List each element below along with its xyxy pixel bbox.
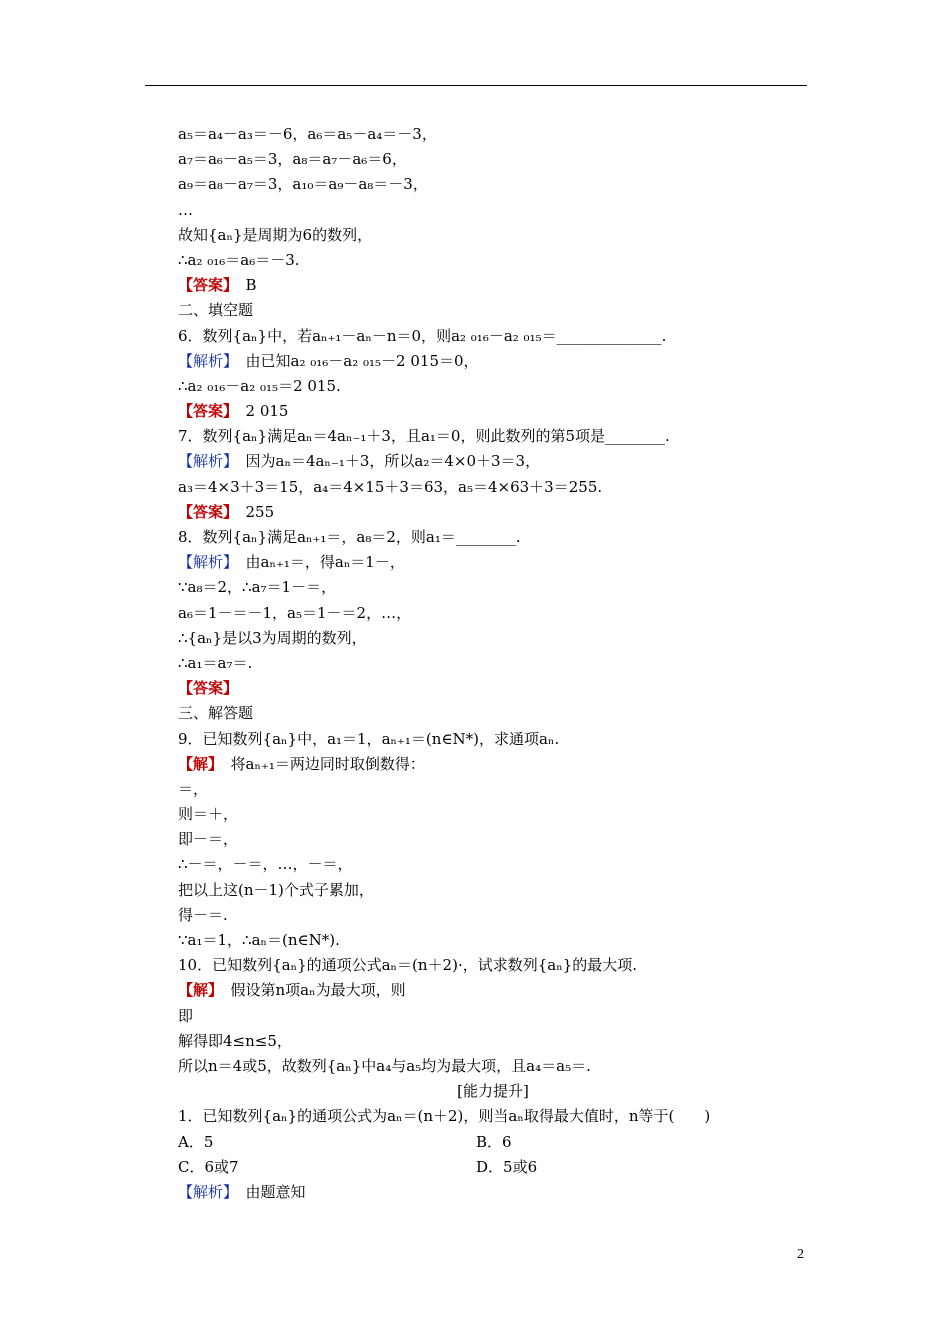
line-text: ∴{aₙ}是以3为周期的数列， [178, 628, 367, 647]
text-line [178, 550, 808, 575]
line-text: 9．已知数列{aₙ}中，a₁＝1，aₙ₊₁＝(n∈N*)，求通项aₙ. [178, 729, 560, 748]
line-text: ＝， [178, 779, 209, 798]
line-text: a₅＝a₄－a₃＝－6，a₆＝a₅－a₄＝－3， [178, 125, 437, 143]
line-text: 假设第n项aₙ为最大项，则 [215, 981, 406, 1000]
line-text: 因为aₙ＝4aₙ₋₁＋3，所以a₂＝4×0＋3＝3， [230, 452, 541, 471]
text-line [178, 626, 808, 651]
answer-options [178, 1130, 808, 1180]
option-row [178, 1155, 808, 1180]
option-item: B．6 [476, 1132, 512, 1151]
text-line [178, 147, 808, 172]
line-text: a₆＝1－＝－1，a₅＝1－＝2，…， [178, 603, 412, 622]
text-line [178, 1004, 808, 1029]
line-text: 7．数列{aₙ}满足aₙ＝4aₙ₋₁＋3，且a₁＝0，则此数列的第5项是________. [178, 427, 670, 446]
text-line [178, 122, 808, 147]
text-line [178, 802, 808, 827]
text-line [178, 324, 808, 349]
text-line [178, 1079, 808, 1104]
analysis-tag: 【解析】 [178, 351, 231, 370]
text-line [178, 1054, 808, 1079]
header-rule [145, 85, 807, 86]
line-text: B [230, 276, 257, 295]
line-text: 10．已知数列{aₙ}的通项公式aₙ＝(n＋2)·，试求数列{aₙ}的最大项. [178, 956, 638, 975]
text-line [178, 1029, 808, 1054]
text-line [178, 500, 808, 525]
analysis-tag: 【解析】 [178, 1182, 231, 1201]
line-text: a₃＝4×3＋3＝15，a₄＝4×15＋3＝63，a₅＝4×63＋3＝255. [178, 477, 603, 496]
answer-tag: 【解】 [178, 981, 216, 1000]
last-line [178, 1180, 808, 1205]
answer-tag: 【答案】 [178, 679, 239, 698]
option-item: D．5或6 [476, 1157, 538, 1176]
line-text: 三、解答题 [178, 704, 254, 723]
text-line [178, 978, 808, 1003]
text-line [178, 727, 808, 752]
text-line [178, 475, 808, 500]
text-line [178, 349, 808, 374]
answer-tag: 【答案】 [178, 502, 231, 521]
line-text: 二、填空题 [178, 301, 254, 320]
line-text: 由aₙ₊₁＝，得aₙ＝1－， [230, 553, 405, 572]
text-line [178, 953, 808, 978]
line-text: ∴a₂ ₀₁₆＝a₆＝－3. [178, 250, 300, 269]
line-text: 把以上这(n－1)个式子累加， [178, 880, 374, 899]
line-text: a₉＝a₈－a₇＝3，a₁₀＝a₉－a₈＝－3， [178, 175, 428, 194]
line-text: 8．数列{aₙ}满足aₙ₊₁＝，a₈＝2，则a₁＝________. [178, 528, 521, 546]
text-line [178, 903, 808, 928]
last-line-text: 由题意知 [230, 1182, 306, 1201]
text-line [178, 374, 808, 399]
line-text: 6．数列{aₙ}中，若aₙ₊₁－aₙ－n＝0，则a₂ ₀₁₆－a₂ ₀₁₅＝______________. [178, 326, 667, 345]
text-line [178, 223, 808, 248]
text-line [178, 878, 808, 903]
line-text: … [178, 200, 193, 219]
text-lines [178, 122, 808, 1130]
text-line [178, 248, 808, 273]
line-text: ∴a₁＝a₇＝. [178, 653, 253, 672]
line-text: 即－＝， [178, 830, 239, 849]
line-text: ∴－＝，－＝，…，－＝， [178, 855, 353, 874]
text-line [178, 676, 808, 701]
line-text: 故知{aₙ}是周期为6的数列， [178, 225, 373, 244]
line-text: 得－＝. [178, 905, 228, 924]
text-line [178, 399, 808, 424]
text-line [178, 525, 808, 550]
answer-tag: 【解】 [178, 754, 216, 773]
text-line [178, 651, 808, 676]
text-line [178, 928, 808, 953]
page-number: 2 [797, 1247, 804, 1262]
document-body [178, 122, 808, 1205]
text-line [178, 701, 808, 726]
line-text: 1．已知数列{aₙ}的通项公式为aₙ＝(n＋2)，则当aₙ取得最大值时，n等于( ) [178, 1107, 711, 1126]
text-line [178, 752, 808, 777]
text-line [178, 601, 808, 626]
text-line [178, 424, 808, 449]
line-text: ∵a₁＝1，∴aₙ＝(n∈N*). [178, 931, 340, 949]
option-row [178, 1130, 808, 1155]
line-text: a₇＝a₆－a₅＝3，a₈＝a₇－a₆＝6， [178, 150, 407, 169]
text-line [178, 198, 808, 223]
text-line [178, 1104, 808, 1129]
text-line [178, 449, 808, 474]
text-line [178, 852, 808, 877]
line-text: 解得即4≤n≤5， [178, 1031, 292, 1050]
text-line [178, 298, 808, 323]
line-text: 由已知a₂ ₀₁₆－a₂ ₀₁₅－2 015＝0， [230, 351, 479, 370]
line-text: 将aₙ₊₁＝两边同时取倒数得： [215, 754, 425, 773]
answer-tag: 【答案】 [178, 276, 231, 295]
line-text: ∴a₂ ₀₁₆－a₂ ₀₁₅＝2 015. [178, 376, 341, 395]
text-line [178, 827, 808, 852]
analysis-tag: 【解析】 [178, 452, 231, 471]
line-text: 255 [230, 502, 275, 521]
line-text: 2 015 [230, 402, 289, 421]
text-line [178, 777, 808, 802]
line-text: 所以n＝4或5，故数列{aₙ}中a₄与a₅均为最大项，且a₄＝a₅＝. [178, 1056, 591, 1075]
line-text: 即 [178, 1006, 194, 1025]
text-line [178, 575, 808, 600]
text-line [178, 273, 808, 298]
answer-tag: 【答案】 [178, 402, 231, 421]
text-line [178, 172, 808, 197]
line-text: ∵a₈＝2，∴a₇＝1－＝， [178, 578, 337, 597]
option-item: A．5 [178, 1132, 214, 1151]
option-item: C．6或7 [178, 1157, 239, 1176]
line-text: 则＝＋， [178, 805, 239, 824]
analysis-tag: 【解析】 [178, 553, 231, 572]
line-text: [能力提升] [457, 1082, 529, 1101]
